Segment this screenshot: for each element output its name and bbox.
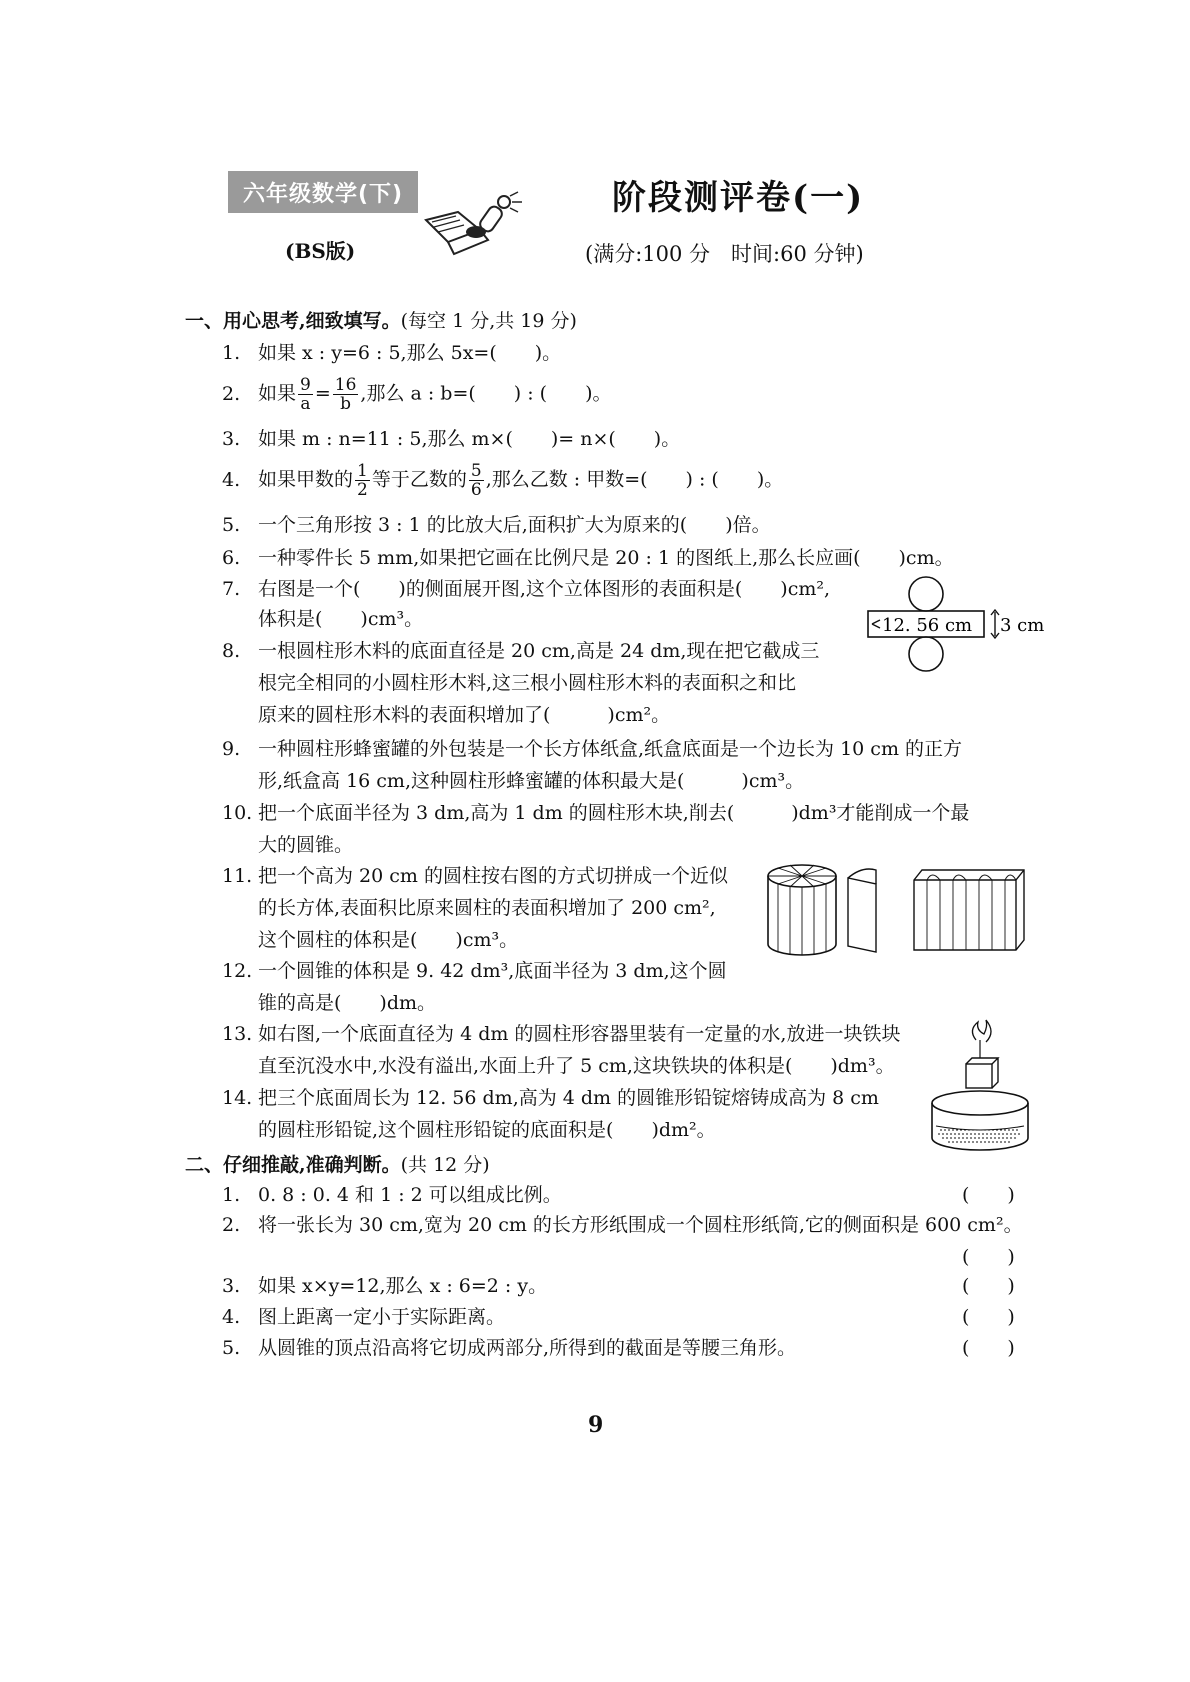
container-figure <box>928 1018 1033 1153</box>
judgement-1: 1. 0. 8 : 0. 4 和 1 : 2 可以组成比例。 <box>222 1184 562 1206</box>
section-2-title: 二、仔细推敲,准确判断。 <box>185 1154 401 1176</box>
fraction: $\frac{1}{2}$ <box>357 461 368 500</box>
question-8: 8. 一根圆柱形木料的底面直径是 20 cm,高是 24 dm,现在把它截成三 根完全相同的小圆柱形木料,这三根小圆柱形木料的表面积之和比 原来的圆柱形木料的表面积增加了( )cm²。 <box>222 640 820 726</box>
page-title: 阶段测评卷(一) <box>612 178 865 218</box>
section-1-title: 一、用心思考,细致填写。 <box>185 310 401 332</box>
grade-badge: 六年级数学(下) <box>228 171 418 213</box>
section-2-score: (共 12 分) <box>400 1154 490 1176</box>
answer-paren-2[interactable]: ( ) <box>962 1246 1015 1268</box>
net-width-label: 12. 56 cm <box>882 615 973 636</box>
page-number: 9 <box>588 1412 604 1438</box>
answer-paren-3[interactable]: ( ) <box>962 1275 1015 1297</box>
judgement-2: 2. 将一张长为 30 cm,宽为 20 cm 的长方形纸围成一个圆柱形纸筒,它的侧面积是 600 cm²。 <box>222 1214 1023 1236</box>
question-14: 14. 把三个底面周长为 12. 56 dm,高为 4 dm 的圆锥形铅锭熔铸成高为 8 cm 的圆柱形铅锭,这个圆柱形铅锭的底面积是( )dm²。 <box>222 1087 879 1141</box>
judgement-3: 3. 如果 x×y=12,那么 x : 6=2 : y。 <box>222 1275 548 1297</box>
fraction: $\frac{5}{6}$ <box>470 461 482 500</box>
question-2: 2. 如果 $\frac{9}{a}$ = $\frac{16}{b}$ ,那么 a : b=( ) : ( )。 <box>222 375 612 414</box>
book-illustration-icon <box>418 190 528 262</box>
exam-meta: (满分:100 分 时间:60 分钟) <box>585 242 864 266</box>
question-9: 9. 一种圆柱形蜂蜜罐的外包装是一个长方体纸盒,纸盒底面是一个边长为 10 cm 的正方 形,纸盒高 16 cm,这种圆柱形蜂蜜罐的体积最大是( )cm³。 <box>222 738 962 792</box>
section-2-heading <box>185 1150 490 1177</box>
cylinder-cut-figure <box>762 862 1032 962</box>
question-12: 12. 一个圆锥的体积是 9. 42 dm³,底面半径为 3 dm,这个圆 锥的高是( )dm。 <box>222 960 727 1014</box>
question-7: 7. 右图是一个( )的侧面展开图,这个立体图形的表面积是( )cm², 体积是( )cm³。 <box>222 578 831 630</box>
question-1: 1. 如果 x : y=6 : 5,那么 5x=( )。 <box>222 342 562 364</box>
answer-paren-4[interactable]: ( ) <box>962 1306 1015 1328</box>
question-3: 3. 如果 m : n=11 : 5,那么 m×( )= n×( )。 <box>222 428 681 450</box>
fraction: $\frac{9}{a}$ <box>300 375 311 414</box>
net-height-label: 3 cm <box>1000 615 1045 636</box>
judgement-4: 4. 图上距离一定小于实际距离。 <box>222 1306 506 1328</box>
cylinder-net-figure <box>862 575 1045 685</box>
question-4: 4. 如果甲数的 $\frac{1}{2}$ 等于乙数的 $\frac{5}{6}$ ,那么乙数 : 甲数=( ) : ( )。 <box>222 461 784 500</box>
question-11: 11. 把一个高为 20 cm 的圆柱按右图的方式切拼成一个近似 的长方体,表面积比原来圆柱的表面积增加了 200 cm², 这个圆柱的体积是( )cm³。 <box>222 865 728 951</box>
edition-label: (BS版) <box>285 239 356 263</box>
answer-paren-5[interactable]: ( ) <box>962 1337 1015 1359</box>
fraction: $\frac{16}{b}$ <box>334 375 357 414</box>
answer-paren-1[interactable]: ( ) <box>962 1184 1015 1206</box>
judgement-5: 5. 从圆锥的顶点沿高将它切成两部分,所得到的截面是等腰三角形。 <box>222 1337 797 1359</box>
section-1-score: (每空 1 分,共 19 分) <box>400 310 577 332</box>
question-10: 10. 把一个底面半径为 3 dm,高为 1 dm 的圆柱形木块,削去( )dm³才能削成一个最 大的圆锥。 <box>222 802 970 856</box>
question-6: 6. 一种零件长 5 mm,如果把它画在比例尺是 20 : 1 的图纸上,那么长应画( )cm。 <box>222 547 954 569</box>
question-13: 13. 如右图,一个底面直径为 4 dm 的圆柱形容器里装有一定量的水,放进一块铁块 直至沉没水中,水没有溢出,水面上升了 5 cm,这块铁块的体积是( )dm³。 <box>222 1023 901 1077</box>
question-5: 5. 一个三角形按 3 : 1 的比放大后,面积扩大为原来的( )倍。 <box>222 514 771 536</box>
section-1-heading <box>185 306 577 333</box>
